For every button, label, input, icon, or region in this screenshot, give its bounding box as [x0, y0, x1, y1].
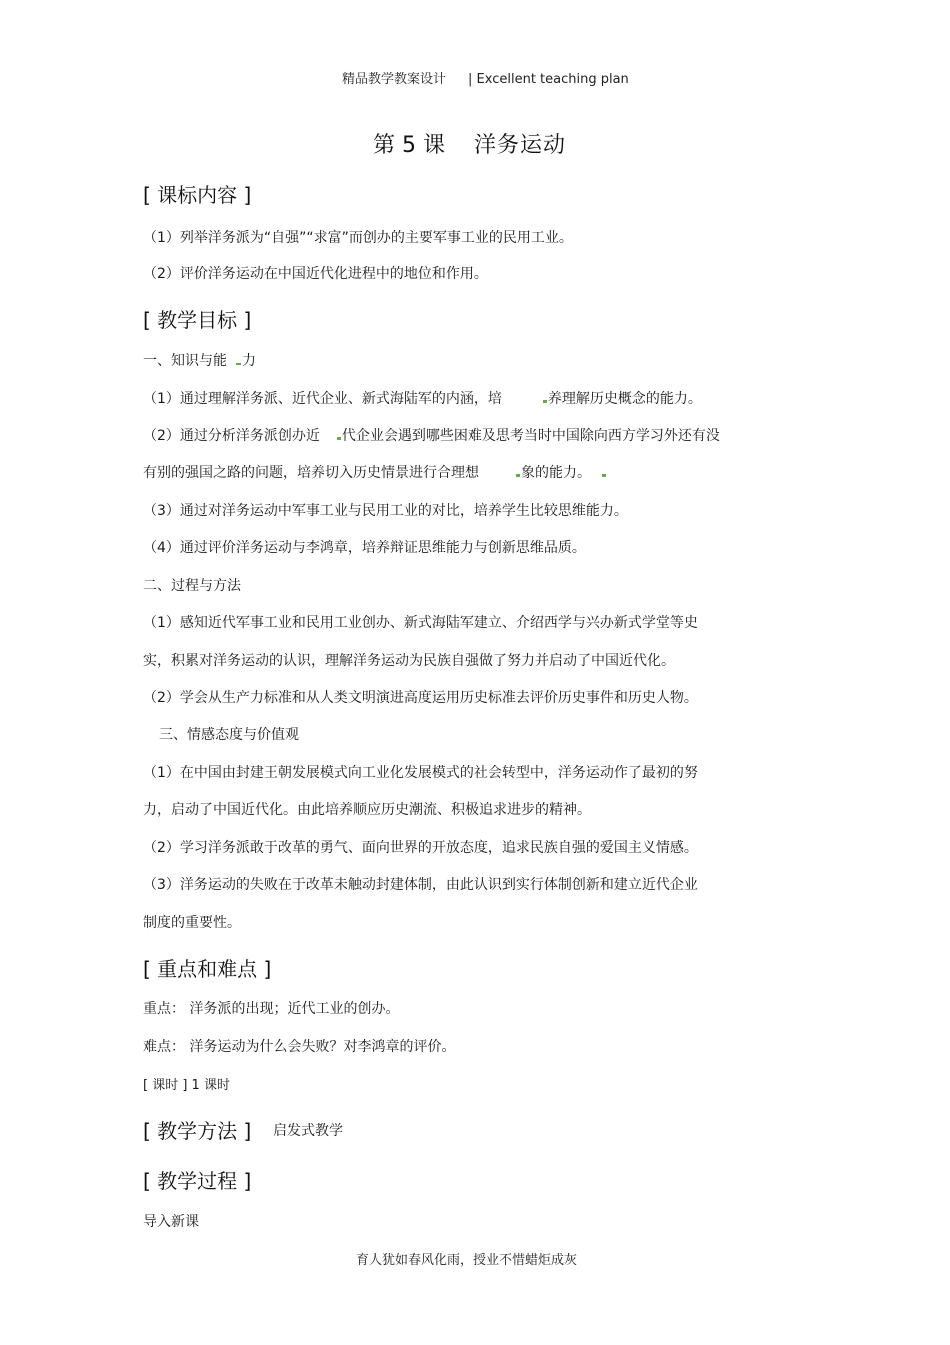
knowledge-item-2-line-1: （2）通过分析洋务派创办近 代企业会遇到哪些困难及思考当时中国除向西方学习外还有没: [143, 428, 720, 444]
knowledge-item-2-line-2: 有别的强国之路的问题，培养切入历史情景进行合理想 象的能力。: [143, 462, 607, 482]
process-method-item-2: （2）学会从生产力标准和从人类文明演进高度运用历史标准去评价历史事件和历史人物。: [143, 690, 698, 706]
title-number: 5: [402, 133, 418, 158]
mark-icon: [337, 437, 341, 440]
process-method-item-1-line-2: 实，积累对洋务运动的认识，理解洋务运动为民族自强做了努力并启动了中国近代化。: [143, 653, 675, 669]
mark-icon: [543, 400, 547, 403]
values-item-1-line-2: 力，启动了中国近代化。由此培养顺应历史潮流、积极追求进步的精神。: [143, 802, 591, 818]
knowledge-item-1: （1）通过理解洋务派、近代企业、新式海陆军的内涵，培 养理解历史概念的能力。: [143, 391, 702, 407]
page-footer: 育人犹如春风化雨，授业不惜蜡炬成灰: [356, 1253, 578, 1268]
title-prefix: 第: [373, 133, 397, 158]
values-item-1-line-1: （1）在中国由封建王朝发展模式向工业化发展模式的社会转型中，洋务运动作了最初的努: [143, 765, 698, 781]
header-right: | Excellent teaching plan: [468, 72, 629, 87]
key-point: 重点： 洋务派的出现；近代工业的创办。: [143, 1001, 400, 1017]
title-topic: 洋务运动: [474, 133, 567, 158]
mark-icon: [516, 474, 520, 477]
title-lesson: 课: [423, 133, 447, 158]
section-curriculum: [ 课标内容 ]: [143, 183, 252, 207]
process-start: 导入新课: [143, 1214, 199, 1230]
knowledge-heading: 一、知识与能 力: [143, 353, 256, 369]
page-title: [373, 128, 566, 159]
knowledge-item-4: （4）通过评价洋务运动与李鸿章，培养辩证思维能力与创新思维品质。: [143, 540, 586, 556]
values-item-3-line-1: （3）洋务运动的失败在于改革未触动封建体制，由此认识到实行体制创新和建立近代企业: [143, 877, 698, 893]
curriculum-item-2: （2）评价洋务运动在中国近代化进程中的地位和作用。: [143, 266, 488, 282]
values-item-3-line-2: 制度的重要性。: [143, 915, 241, 931]
curriculum-item-1: （1）列举洋务派为“自强”“求富”而创办的主要军事工业的民用工业。: [143, 230, 573, 246]
section-process: [ 教学过程 ]: [143, 1169, 252, 1193]
header-left: 精品教学教案设计: [342, 72, 447, 87]
mark-icon: [602, 474, 606, 477]
difficult-point: 难点： 洋务运动为什么会失败？对李鸿章的评价。: [143, 1039, 456, 1055]
values-item-2: （2）学习洋务派敢于改革的勇气、面向世界的开放态度，追求民族自强的爱国主义情感。: [143, 840, 698, 856]
values-heading: 三、情感态度与价值观: [159, 727, 299, 743]
process-method-heading: 二、过程与方法: [143, 578, 241, 594]
page-header: [342, 68, 629, 87]
process-method-item-1-line-1: （1）感知近代军事工业和民用工业创办、新式海陆军建立、介绍西学与兴办新式学堂等史: [143, 615, 698, 631]
section-methods: [ 教学方法 ]: [143, 1119, 252, 1143]
section-objectives: [ 教学目标 ]: [143, 308, 252, 332]
section-key-points: [ 重点和难点 ]: [143, 957, 272, 981]
methods-text: 启发式教学: [273, 1123, 343, 1139]
class-period: [ 课时 ] 1 课时: [143, 1078, 230, 1093]
knowledge-item-3: （3）通过对洋务运动中军事工业与民用工业的对比，培养学生比较思维能力。: [143, 503, 628, 519]
mark-icon: [236, 363, 241, 365]
